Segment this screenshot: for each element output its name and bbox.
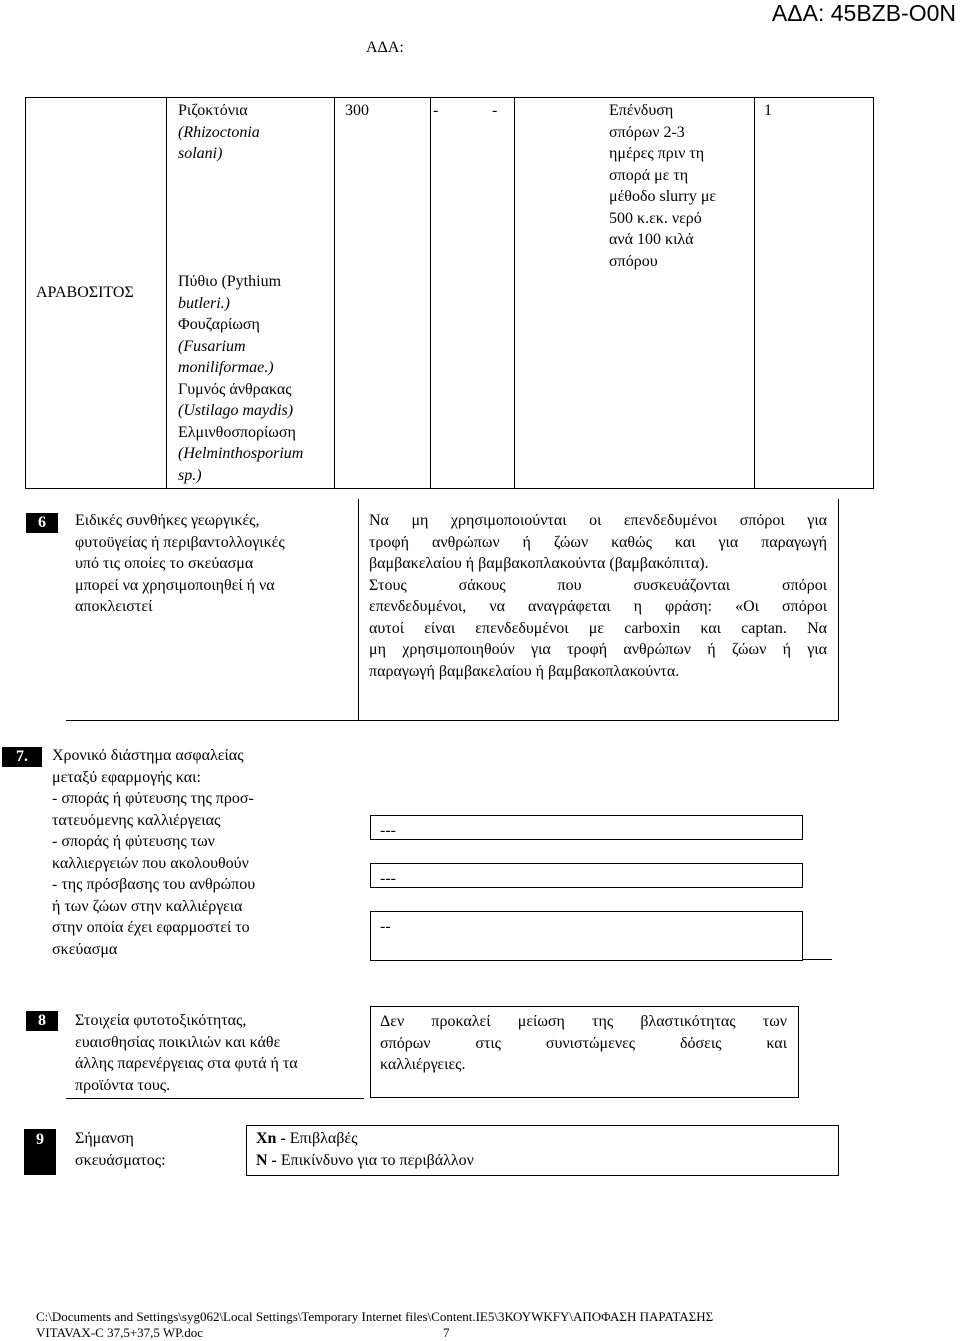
label-line: μπορεί να χρησιμοποιηθεί ή να (75, 576, 275, 594)
section8-label-rule (66, 1098, 364, 1099)
text-line: αυτοί είναι επενδεδυμένοι με carboxin και captan. Να (369, 619, 827, 637)
section-number-9: 9 (24, 1129, 56, 1175)
label-line: - σποράς ή φύτευσης των (52, 833, 215, 850)
ada-code: ΑΔΑ: 45ΒΖΒ-Ο0Ν (771, 0, 956, 26)
text-line: βαμβακελαίου ή βαμβακοπλακούντα (βαμβακόπιτα). (369, 555, 709, 572)
text-line: σπόρων στις συνιστώμενες δόσεις και (380, 1034, 787, 1052)
disease-line: Φουζαρίωση (178, 316, 260, 333)
label-line: καλλιεργειών που ακολουθούν (52, 854, 249, 872)
dose-value: 300 (345, 102, 369, 119)
section8-text-box (370, 1006, 799, 1098)
footer-path-line: C:\Documents and Settings\syg062\Local Settings\Temporary Internet files\Content.IE5\3ΚΟΥWKFY\ΑΠΟΦΑΣΗ ΠΑΡΑΤΑΣΗΣ (36, 1309, 714, 1324)
label-line: ή των ζώων στην καλλιέργεια (52, 897, 243, 915)
label-line: Ειδικές συνθήκες γεωργικές, (75, 512, 260, 529)
label-line: ευαισθησίας ποικιλιών και κάθε (75, 1033, 281, 1051)
interval-value: --- (380, 822, 396, 839)
disease-line: (Fusarium (178, 337, 246, 355)
text-line: μη χρησιμοποιηθούν για τροφή ανθρώπων ή ζώων ή για (369, 641, 827, 658)
text-line: επενδεδυμένοι, να αναγράφεται η φράση: «Οι σπόροι (369, 598, 827, 615)
disease-rhizoctonia (178, 100, 260, 165)
section6-text (369, 510, 827, 682)
application-line: σπόρου (609, 252, 658, 270)
disease-line: Ελμινθοσπορίωση (178, 423, 296, 441)
interval-value: -- (380, 918, 391, 935)
table-divider (166, 98, 167, 488)
section-number-8: 8 (26, 1011, 58, 1031)
text-line: καλλιέργειες. (380, 1056, 466, 1073)
label-line: σκευάσματος: (75, 1151, 166, 1169)
applications-count: 1 (764, 102, 772, 119)
ada-label: ΑΔΑ: (366, 39, 404, 56)
application-line: ημέρες πριν τη (609, 145, 705, 162)
text-line: Να μη χρησιμοποιούνται οι επενδεδυμένοι σπόροι για (369, 512, 827, 529)
footer-filename-line: VITAVAX-C 37,5+37,5 WP.doc (36, 1325, 203, 1340)
label-line: προϊόντα τους. (75, 1076, 171, 1094)
label-line: - της πρόσβασης του ανθρώπου (52, 876, 256, 893)
application-line: Επένδυση (609, 102, 674, 119)
interval-box-rule (802, 959, 832, 960)
disease-line: (Rhizoctonia (178, 123, 260, 141)
label-line: άλλης παρενέργειας στα φυτά ή τα (75, 1055, 298, 1072)
footer-file-path (36, 1309, 713, 1341)
application-line: σπόρων 2-3 (609, 123, 685, 141)
label-line: - σποράς ή φύτευσης της προσ- (52, 790, 254, 807)
dash-value: - (433, 102, 439, 119)
hazard-text: Επιβλαβές (285, 1130, 358, 1147)
disease-line: Γυμνός άνθρακας (178, 380, 292, 398)
disease-line: Ριζοκτόνια (178, 102, 248, 119)
interval-box-following-crops (370, 863, 803, 888)
section6-bottom-rule (66, 720, 839, 721)
crop-name: ΑΡΑΒΟΣΙΤΟΣ (36, 284, 134, 301)
label-line: Σήμανση (75, 1130, 134, 1147)
page-number: 7 (443, 1325, 450, 1340)
hazard-line-n (256, 1150, 838, 1172)
section6-label (75, 510, 285, 618)
table-divider (754, 98, 755, 488)
hazard-label-box (246, 1125, 839, 1176)
hazard-code: N - (256, 1151, 277, 1169)
hazard-text: Επικίνδυνο για το περιβάλλον (276, 1151, 474, 1169)
dash-value: - (492, 102, 498, 119)
label-line: τατευόμενης καλλιέργειας (52, 811, 221, 829)
section-number-6: 6 (26, 513, 58, 533)
section-number-7: 7. (2, 747, 42, 767)
interval-box-crop (370, 815, 803, 840)
application-line: ανά 100 κιλά (609, 231, 694, 248)
hazard-code: Xn - (256, 1130, 286, 1147)
table-divider (334, 98, 335, 488)
label-line: Στοιχεία φυτοτοξικότητας, (75, 1012, 247, 1029)
label-line: μεταξύ εφαρμογής και: (52, 768, 201, 786)
disease-line: butleri.) (178, 294, 230, 312)
label-line: στην οποία έχει εφαρμοστεί το (52, 919, 250, 936)
label-line: υπό τις οποίες το σκεύασμα (75, 555, 254, 572)
hazard-line-xn (256, 1128, 838, 1150)
section6-divider (838, 499, 839, 721)
application-method (609, 100, 716, 272)
disease-line: (Ustilago maydis) (178, 402, 294, 419)
disease-line: (Helminthosporium (178, 445, 304, 462)
text-line: Δεν προκαλεί μείωση της βλαστικότητας των (380, 1013, 787, 1030)
section6-divider (358, 499, 359, 721)
disease-line: sp.) (178, 466, 202, 484)
application-line: σπορά με τη (609, 166, 689, 184)
text-line: παραγωγή βαμβακελαίου ή βαμβακοπλακούντα. (369, 662, 680, 680)
label-line: Χρονικό διάστημα ασφαλείας (52, 747, 244, 764)
interval-value: --- (380, 870, 396, 887)
application-line: μέθοδο slurry με (609, 188, 717, 205)
section8-label (75, 1010, 298, 1096)
text-line: τροφή ανθρώπων ή ζώων καθώς και για παραγωγή (369, 533, 827, 551)
table-divider (430, 98, 431, 488)
label-line: σκεύασμα (52, 940, 118, 958)
section9-label (75, 1128, 166, 1171)
interval-box-access (370, 911, 803, 961)
disease-line: solani) (178, 145, 223, 162)
section7-label (52, 745, 255, 960)
disease-line: moniliformae.) (178, 359, 274, 376)
label-line: αποκλειστεί (75, 598, 153, 615)
table-divider (514, 98, 515, 488)
disease-line: Πύθιο (Pythium (178, 273, 282, 290)
text-line: Στους σάκους που συσκευάζονται σπόροι (369, 576, 827, 594)
label-line: φυτοϋγείας ή περιβαντολλογικές (75, 533, 285, 551)
application-line: 500 κ.εκ. νερό (609, 209, 702, 227)
disease-list (178, 271, 303, 486)
crop-table (25, 97, 874, 489)
